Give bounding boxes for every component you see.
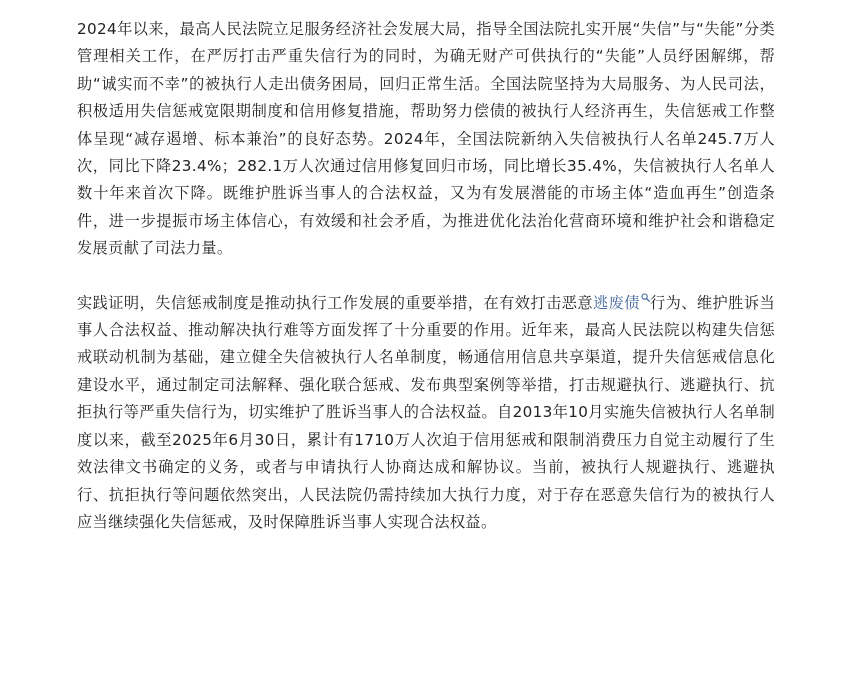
keyword-link-text[interactable]: 逃废债: [592, 293, 640, 312]
keyword-search-link[interactable]: [593, 294, 650, 312]
article-body: [77, 16, 775, 536]
search-icon[interactable]: [641, 293, 650, 302]
paragraph-2-text-after-link: 行为、维护胜诉当事人合法权益、推动解决执行难等方面发挥了十分重要的作用。近年来，最高人民法院以构建失信惩戒联动机制为基础，建立健全失信被执行人名单制度，畅通信用信息共享渠道，提升失信惩戒信息化建设水平，通过制定司法解释、强化联合惩戒、发布典型案例等举措，打击规避执行、逃避执行、抗拒执行等严重失信行为，切实维护了胜诉当事人的合法权益。自2013年10月实施失信被执行人名单制度以来，截至2025年6月30日，累计有1710万人次迫于信用惩戒和限制消费压力自觉主动履行了生效法律文书确定的义务，或者与申请执行人协商达成和解协议。当前，被执行人规避执行、逃避执行、抗拒执行等问题依然突出，人民法院仍需持续加大执行力度，对于存在恶意失信行为的被执行人应当继续强化失信惩戒，及时保障胜诉当事人实现合法权益。: [77, 293, 775, 531]
paragraph-1: 2024年以来，最高人民法院立足服务经济社会发展大局，指导全国法院扎实开展“失信”与“失能”分类管理相关工作，在严厉打击严重失信行为的同时，为确无财产可供执行的“失能”人员纾困解绑，帮助“诚实而不幸”的被执行人走出债务困局，回归正常生活。全国法院坚持为大局服务、为人民司法，积极适用失信惩戒宽限期制度和信用修复措施，帮助努力偿债的被执行人经济再生，失信惩戒工作整体呈现“减存遏增、标本兼治”的良好态势。2024年，全国法院新纳入失信被执行人名单245.7万人次，同比下降23.4%；282.1万人次通过信用修复回归市场，同比增长35.4%，失信被执行人名单人数十年来首次下降。既维护胜诉当事人的合法权益，又为有发展潜能的市场主体“造血再生”创造条件，进一步提振市场主体信心，有效缓和社会矛盾，为推进优化法治化营商环境和维护社会和谐稳定发展贡献了司法力量。: [77, 20, 775, 258]
paragraph-2-text-before-link: 实践证明，失信惩戒制度是推动执行工作发展的重要举措，在有效打击恶意: [77, 293, 593, 312]
paragraph-2: [77, 290, 775, 537]
